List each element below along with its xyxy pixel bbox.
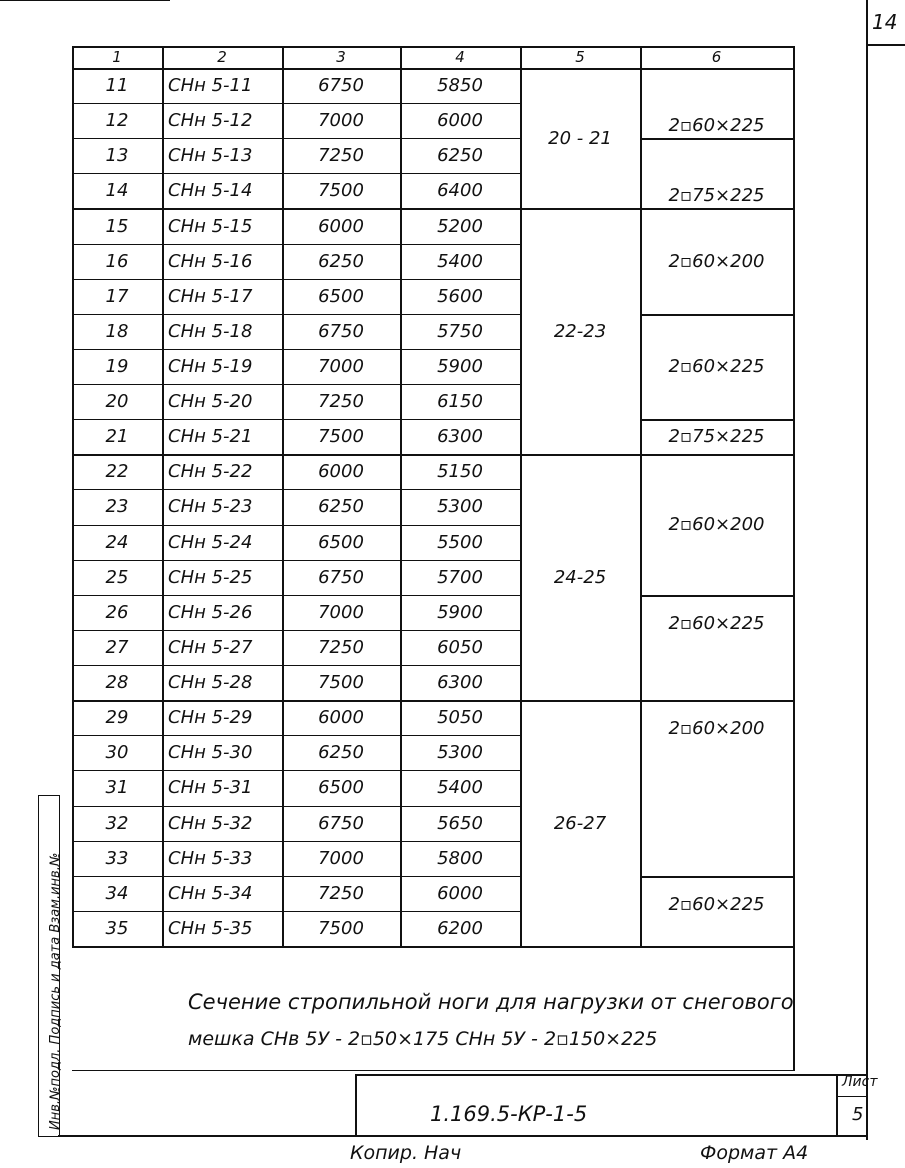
- table-bottom-line: [72, 946, 640, 948]
- copy-note: Копир. Нач: [350, 1142, 462, 1164]
- col6-group-cell: 2▫60×200: [668, 718, 765, 740]
- row-value-b: 5900: [437, 356, 483, 377]
- caption-line-1: Сечение стропильной ноги для нагрузки от снегового: [188, 990, 794, 1014]
- row-number: 35: [105, 917, 129, 939]
- col6-group-cell: 2▫60×200: [668, 514, 765, 536]
- header-cell-3: 3: [336, 48, 346, 66]
- row-number: 20: [105, 391, 129, 413]
- header-cell-5: 5: [575, 48, 585, 66]
- row-value-a: 7500: [318, 917, 364, 939]
- frame-bottom-line: [58, 1135, 868, 1137]
- row-value-a: 6750: [318, 566, 364, 588]
- col6-group-cell: 2▫60×225: [668, 115, 765, 137]
- col5-group-cell: 22-23: [553, 320, 607, 342]
- row-mark: CHн 5-29: [168, 707, 253, 729]
- col6-group-cell: 2▫60×225: [668, 893, 765, 915]
- row-mark: CHн 5-16: [168, 250, 253, 272]
- row-mark: CHн 5-28: [168, 672, 253, 694]
- row-mark: CHн 5-17: [168, 285, 253, 307]
- row-mark: CHн 5-20: [168, 391, 253, 413]
- row-value-a: 6500: [318, 531, 364, 553]
- row-mark: CHн 5-32: [168, 812, 253, 834]
- document-code: 1.169.5-КР-1-5: [430, 1102, 588, 1126]
- row-number: 17: [105, 285, 129, 307]
- row-number: 11: [105, 75, 129, 97]
- row-value-b: 5900: [437, 601, 483, 623]
- title-block-divider: [836, 1074, 838, 1136]
- col6-group-cell: 2▫60×225: [668, 612, 765, 634]
- header-cell-2: 2: [217, 48, 227, 66]
- row-value-a: 7000: [318, 356, 364, 377]
- row-mark: CHн 5-18: [168, 320, 253, 342]
- row-value-a: 7000: [318, 601, 364, 623]
- row-value-a: 7000: [318, 110, 364, 132]
- row-value-b: 5150: [437, 461, 483, 483]
- row-value-b: 6200: [437, 917, 483, 939]
- row-mark: CHн 5-15: [168, 215, 253, 237]
- col6-group-cell: 2▫75×225: [668, 185, 765, 207]
- row-value-a: 7250: [318, 145, 364, 167]
- row-value-b: 6300: [437, 426, 483, 448]
- row-number: 15: [105, 215, 129, 237]
- row-number: 28: [105, 672, 129, 694]
- row-value-b: 6300: [437, 672, 483, 694]
- row-number: 32: [105, 812, 129, 834]
- frame-right-top-hline: [866, 44, 905, 46]
- row-number: 34: [105, 882, 129, 904]
- row-mark: CHн 5-22: [168, 461, 253, 483]
- col5-group-cell: 20 - 21: [548, 127, 612, 149]
- row-value-a: 6750: [318, 75, 364, 97]
- row-number: 33: [105, 847, 129, 869]
- title-block-hline: [836, 1096, 868, 1097]
- row-number: 29: [105, 707, 129, 729]
- row-value-a: 6750: [318, 812, 364, 834]
- row-value-b: 5300: [437, 742, 483, 764]
- row-value-b: 5500: [437, 531, 483, 553]
- row-mark: CHн 5-34: [168, 882, 253, 904]
- row-number: 30: [105, 742, 129, 764]
- row-value-a: 7500: [318, 672, 364, 694]
- row-value-a: 6500: [318, 285, 364, 307]
- row-number: 12: [105, 110, 129, 132]
- row-mark: CHн 5-31: [168, 777, 253, 799]
- row-value-a: 7000: [318, 847, 364, 869]
- row-number: 22: [105, 461, 129, 483]
- row-mark: CHн 5-13: [168, 145, 253, 167]
- row-mark: CHн 5-14: [168, 180, 253, 202]
- table-col6-bottom-line: [640, 946, 795, 948]
- col5-group-cell: 26-27: [553, 812, 607, 834]
- row-value-a: 6000: [318, 707, 364, 729]
- row-number: 23: [105, 496, 129, 518]
- row-value-b: 6050: [437, 636, 483, 658]
- row-value-a: 7250: [318, 636, 364, 658]
- row-value-a: 7250: [318, 882, 364, 904]
- row-number: 31: [105, 777, 129, 799]
- row-mark: CHн 5-35: [168, 917, 253, 939]
- row-value-b: 6000: [437, 882, 483, 904]
- row-number: 24: [105, 531, 129, 553]
- row-mark: CHн 5-19: [168, 356, 253, 377]
- frame-right-line: [866, 0, 868, 1140]
- row-value-a: 6250: [318, 250, 364, 272]
- row-value-b: 6250: [437, 145, 483, 167]
- format-note: Формат А4: [700, 1142, 809, 1164]
- row-value-a: 7500: [318, 180, 364, 202]
- row-value-a: 6750: [318, 320, 364, 342]
- row-value-a: 6000: [318, 215, 364, 237]
- row-value-b: 5750: [437, 320, 483, 342]
- row-mark: CHн 5-27: [168, 636, 253, 658]
- row-value-a: 6000: [318, 461, 364, 483]
- title-block-top: [355, 1074, 868, 1076]
- col6-group-cell: 2▫60×200: [668, 250, 765, 272]
- frame-top-line: [0, 0, 170, 1]
- row-value-a: 6250: [318, 742, 364, 764]
- caption-line-2: мешка CHв 5У - 2▫50×175 CHн 5У - 2▫150×225: [188, 1028, 658, 1050]
- row-value-b: 6000: [437, 110, 483, 132]
- row-number: 16: [105, 250, 129, 272]
- row-mark: CHн 5-21: [168, 426, 253, 448]
- sheet-label: Лист: [842, 1074, 878, 1090]
- row-value-a: 7500: [318, 426, 364, 448]
- row-mark: CHн 5-30: [168, 742, 253, 764]
- row-value-b: 5400: [437, 250, 483, 272]
- row-number: 25: [105, 566, 129, 588]
- row-value-b: 5800: [437, 847, 483, 869]
- col6-group-cell: 2▫75×225: [668, 426, 765, 448]
- row-number: 13: [105, 145, 129, 167]
- row-mark: CHн 5-24: [168, 531, 253, 553]
- row-mark: CHн 5-33: [168, 847, 253, 869]
- row-number: 26: [105, 601, 129, 623]
- header-cell-4: 4: [455, 48, 465, 66]
- title-block-left: [355, 1074, 357, 1136]
- row-value-b: 6150: [437, 391, 483, 413]
- row-value-b: 5200: [437, 215, 483, 237]
- row-number: 19: [105, 356, 129, 377]
- row-value-b: 5400: [437, 777, 483, 799]
- row-value-b: 5650: [437, 812, 483, 834]
- sheet-value: 5: [852, 1104, 864, 1125]
- row-mark: CHн 5-12: [168, 110, 253, 132]
- row-value-b: 5700: [437, 566, 483, 588]
- row-number: 14: [105, 180, 129, 202]
- col6-group-cell: 2▫60×225: [668, 356, 765, 377]
- col5-group-cell: 24-25: [553, 566, 607, 588]
- row-value-a: 7250: [318, 391, 364, 413]
- row-value-a: 6500: [318, 777, 364, 799]
- row-number: 27: [105, 636, 129, 658]
- row-value-b: 6400: [437, 180, 483, 202]
- row-mark: CHн 5-23: [168, 496, 253, 518]
- header-cell-6: 6: [711, 48, 722, 66]
- row-value-b: 5600: [437, 285, 483, 307]
- row-mark: CHн 5-11: [168, 75, 253, 97]
- sheet-number: 14: [872, 10, 898, 34]
- row-value-b: 5850: [437, 75, 483, 97]
- row-mark: CHн 5-26: [168, 601, 253, 623]
- row-value-b: 5050: [437, 707, 483, 729]
- header-cell-1: 1: [112, 48, 122, 66]
- row-value-b: 5300: [437, 496, 483, 518]
- row-value-a: 6250: [318, 496, 364, 518]
- outer-frame-bottom-line: [72, 1070, 795, 1071]
- row-mark: CHн 5-25: [168, 566, 253, 588]
- row-number: 18: [105, 320, 129, 342]
- row-number: 21: [105, 426, 129, 448]
- side-stamp-text: Инв.№подл. Подпись и дата Взам.инв.№: [48, 852, 63, 1130]
- table-right-line: [793, 46, 795, 1070]
